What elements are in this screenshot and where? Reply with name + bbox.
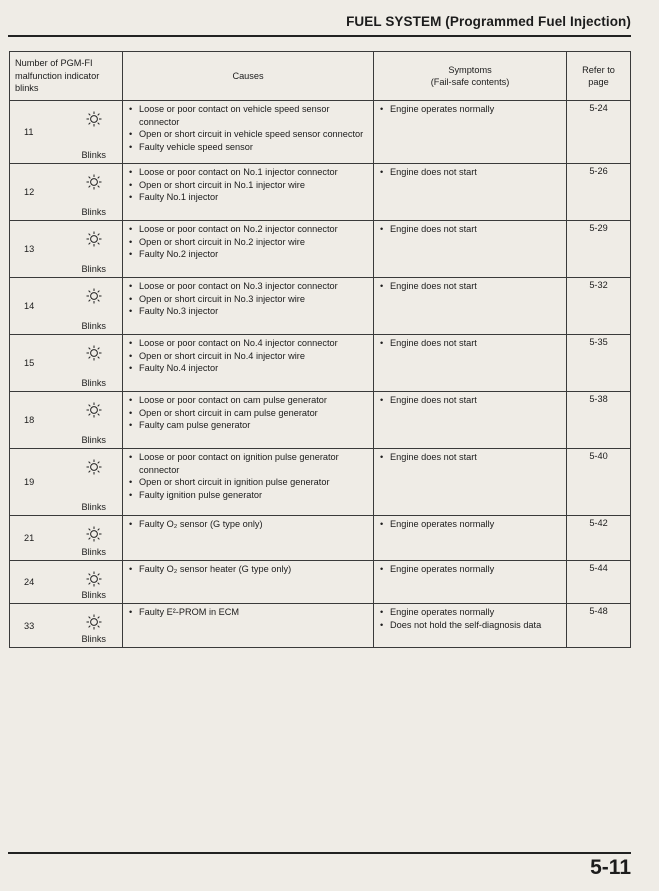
symptoms-cell bbox=[374, 516, 567, 561]
table-row bbox=[10, 449, 631, 516]
reference-page: 5-48 bbox=[567, 604, 631, 648]
symptom-item: • Engine operates normally bbox=[380, 518, 560, 531]
header-symptoms-title: Symptoms bbox=[448, 64, 492, 75]
cause-item: • Faulty ignition pulse generator bbox=[129, 489, 367, 502]
indicator-cell bbox=[66, 604, 123, 648]
symptoms-cell bbox=[374, 221, 567, 278]
reference-page: 5-42 bbox=[567, 516, 631, 561]
table-row bbox=[10, 278, 631, 335]
cause-item: • Loose or poor contact on No.1 injector connector bbox=[129, 166, 367, 179]
code-cell bbox=[10, 221, 66, 278]
symptoms-list bbox=[380, 337, 560, 350]
cause-item: • Faulty cam pulse generator bbox=[129, 419, 367, 432]
indicator-cell bbox=[66, 221, 123, 278]
table-row bbox=[10, 335, 631, 392]
causes-list bbox=[129, 337, 367, 375]
indicator-label: Blinks bbox=[81, 589, 107, 600]
symptom-item: • Engine does not start bbox=[380, 223, 560, 236]
indicator-label: Blinks bbox=[81, 501, 107, 512]
cause-item: • Faulty vehicle speed sensor bbox=[129, 141, 367, 154]
blinking-lamp-icon bbox=[86, 614, 102, 630]
symptoms-cell bbox=[374, 449, 567, 516]
header-number: Number of PGM-FI malfunction indicator blinks bbox=[10, 52, 123, 101]
cause-item: • Faulty No.4 injector bbox=[129, 362, 367, 375]
cause-item: • Loose or poor contact on No.2 injector connector bbox=[129, 223, 367, 236]
reference-page: 5-38 bbox=[567, 392, 631, 449]
code-cell bbox=[10, 392, 66, 449]
causes-list bbox=[129, 223, 367, 261]
cause-item: • Faulty E²-PROM in ECM bbox=[129, 606, 367, 619]
symptoms-list bbox=[380, 103, 560, 116]
blink-code: 12 bbox=[24, 186, 35, 197]
indicator-cell bbox=[66, 392, 123, 449]
indicator-label: Blinks bbox=[81, 546, 107, 557]
code-cell bbox=[10, 278, 66, 335]
header-symptoms bbox=[374, 52, 567, 101]
header-rule bbox=[8, 35, 631, 37]
causes-cell bbox=[123, 604, 374, 648]
header-symptoms-sub: (Fail-safe contents) bbox=[430, 77, 510, 87]
causes-list bbox=[129, 103, 367, 153]
blinking-lamp-icon bbox=[86, 526, 102, 542]
cause-item: • Open or short circuit in No.4 injector wire bbox=[129, 350, 367, 363]
causes-cell bbox=[123, 278, 374, 335]
header-refer: Refer to page bbox=[567, 52, 631, 101]
blink-code: 21 bbox=[24, 532, 35, 543]
symptoms-cell bbox=[374, 335, 567, 392]
symptoms-list bbox=[380, 223, 560, 236]
symptoms-cell bbox=[374, 392, 567, 449]
causes-list bbox=[129, 280, 367, 318]
symptoms-cell bbox=[374, 604, 567, 648]
reference-page: 5-32 bbox=[567, 278, 631, 335]
cause-item: • Faulty No.2 injector bbox=[129, 248, 367, 261]
causes-list bbox=[129, 563, 367, 576]
page-number: 5-11 bbox=[590, 856, 631, 879]
symptoms-cell bbox=[374, 164, 567, 221]
table-row bbox=[10, 164, 631, 221]
table-header-row bbox=[10, 52, 631, 101]
indicator-cell bbox=[66, 101, 123, 164]
reference-page: 5-35 bbox=[567, 335, 631, 392]
symptom-item: • Engine operates normally bbox=[380, 103, 560, 116]
indicator-cell bbox=[66, 561, 123, 604]
symptoms-list bbox=[380, 394, 560, 407]
table-row bbox=[10, 392, 631, 449]
cause-item: • Faulty O₂ sensor (G type only) bbox=[129, 518, 367, 531]
causes-cell bbox=[123, 221, 374, 278]
symptom-item: • Engine does not start bbox=[380, 337, 560, 350]
symptom-item: • Engine does not start bbox=[380, 394, 560, 407]
blink-code: 13 bbox=[24, 243, 35, 254]
symptoms-cell bbox=[374, 561, 567, 604]
reference-page: 5-29 bbox=[567, 221, 631, 278]
blinking-lamp-icon bbox=[86, 402, 102, 418]
reference-page: 5-40 bbox=[567, 449, 631, 516]
causes-cell bbox=[123, 101, 374, 164]
symptom-item: • Engine does not start bbox=[380, 280, 560, 293]
indicator-label: Blinks bbox=[81, 434, 107, 445]
symptom-item: • Engine does not start bbox=[380, 166, 560, 179]
footer-rule bbox=[8, 852, 631, 854]
blink-code: 14 bbox=[24, 300, 35, 311]
blinking-lamp-icon bbox=[86, 459, 102, 475]
cause-item: • Open or short circuit in cam pulse generator bbox=[129, 407, 367, 420]
symptoms-list bbox=[380, 166, 560, 179]
indicator-cell bbox=[66, 278, 123, 335]
symptoms-cell bbox=[374, 101, 567, 164]
indicator-label: Blinks bbox=[81, 206, 107, 217]
indicator-label: Blinks bbox=[81, 633, 107, 644]
indicator-label: Blinks bbox=[81, 320, 107, 331]
cause-item: • Faulty O₂ sensor heater (G type only) bbox=[129, 563, 367, 576]
reference-page: 5-26 bbox=[567, 164, 631, 221]
code-cell bbox=[10, 516, 66, 561]
indicator-cell bbox=[66, 449, 123, 516]
page-header-title: FUEL SYSTEM (Programmed Fuel Injection) bbox=[346, 14, 631, 29]
blinking-lamp-icon bbox=[86, 174, 102, 190]
symptom-item: • Engine operates normally bbox=[380, 563, 560, 576]
blink-code: 24 bbox=[24, 576, 35, 587]
indicator-cell bbox=[66, 164, 123, 221]
cause-item: • Faulty No.3 injector bbox=[129, 305, 367, 318]
table-row bbox=[10, 604, 631, 648]
blinking-lamp-icon bbox=[86, 288, 102, 304]
blink-code: 15 bbox=[24, 357, 35, 368]
cause-item: • Open or short circuit in No.1 injector wire bbox=[129, 179, 367, 192]
symptom-item: • Does not hold the self-diagnosis data bbox=[380, 619, 560, 632]
causes-cell bbox=[123, 516, 374, 561]
cause-item: • Loose or poor contact on vehicle speed sensor connector bbox=[129, 103, 367, 128]
indicator-cell bbox=[66, 516, 123, 561]
table-row bbox=[10, 516, 631, 561]
causes-cell bbox=[123, 561, 374, 604]
code-cell bbox=[10, 101, 66, 164]
symptoms-list bbox=[380, 606, 560, 631]
cause-item: • Loose or poor contact on No.3 injector connector bbox=[129, 280, 367, 293]
code-cell bbox=[10, 164, 66, 221]
causes-cell bbox=[123, 392, 374, 449]
blinking-lamp-icon bbox=[86, 111, 102, 127]
indicator-cell bbox=[66, 335, 123, 392]
symptom-item: • Engine does not start bbox=[380, 451, 560, 464]
symptoms-list bbox=[380, 280, 560, 293]
blink-code: 33 bbox=[24, 620, 35, 631]
cause-item: • Open or short circuit in No.2 injector wire bbox=[129, 236, 367, 249]
header-causes: Causes bbox=[123, 52, 374, 101]
causes-list bbox=[129, 606, 367, 619]
reference-page: 5-24 bbox=[567, 101, 631, 164]
cause-item: • Loose or poor contact on cam pulse generator bbox=[129, 394, 367, 407]
symptoms-cell bbox=[374, 278, 567, 335]
table-row bbox=[10, 561, 631, 604]
causes-cell bbox=[123, 164, 374, 221]
causes-cell bbox=[123, 449, 374, 516]
blink-code: 19 bbox=[24, 476, 35, 487]
cause-item: • Faulty No.1 injector bbox=[129, 191, 367, 204]
blink-code: 11 bbox=[24, 126, 34, 137]
table-row bbox=[10, 101, 631, 164]
malfunction-table bbox=[9, 51, 631, 648]
code-cell bbox=[10, 604, 66, 648]
causes-cell bbox=[123, 335, 374, 392]
causes-list bbox=[129, 451, 367, 501]
blinking-lamp-icon bbox=[86, 571, 102, 587]
causes-list bbox=[129, 518, 367, 531]
cause-item: • Open or short circuit in No.3 injector wire bbox=[129, 293, 367, 306]
blink-code: 18 bbox=[24, 414, 35, 425]
cause-item: • Open or short circuit in ignition pulse generator bbox=[129, 476, 367, 489]
causes-list bbox=[129, 166, 367, 204]
code-cell bbox=[10, 335, 66, 392]
symptoms-list bbox=[380, 451, 560, 464]
cause-item: • Loose or poor contact on ignition pulse generator connector bbox=[129, 451, 367, 476]
blinking-lamp-icon bbox=[86, 231, 102, 247]
causes-list bbox=[129, 394, 367, 432]
symptoms-list bbox=[380, 563, 560, 576]
cause-item: • Open or short circuit in vehicle speed sensor connector bbox=[129, 128, 367, 141]
table-body bbox=[10, 101, 631, 648]
code-cell bbox=[10, 449, 66, 516]
table-row bbox=[10, 221, 631, 278]
indicator-label: Blinks bbox=[81, 149, 107, 160]
code-cell bbox=[10, 561, 66, 604]
indicator-label: Blinks bbox=[81, 263, 107, 274]
blinking-lamp-icon bbox=[86, 345, 102, 361]
symptom-item: • Engine operates normally bbox=[380, 606, 560, 619]
reference-page: 5-44 bbox=[567, 561, 631, 604]
symptoms-list bbox=[380, 518, 560, 531]
indicator-label: Blinks bbox=[81, 377, 107, 388]
cause-item: • Loose or poor contact on No.4 injector connector bbox=[129, 337, 367, 350]
